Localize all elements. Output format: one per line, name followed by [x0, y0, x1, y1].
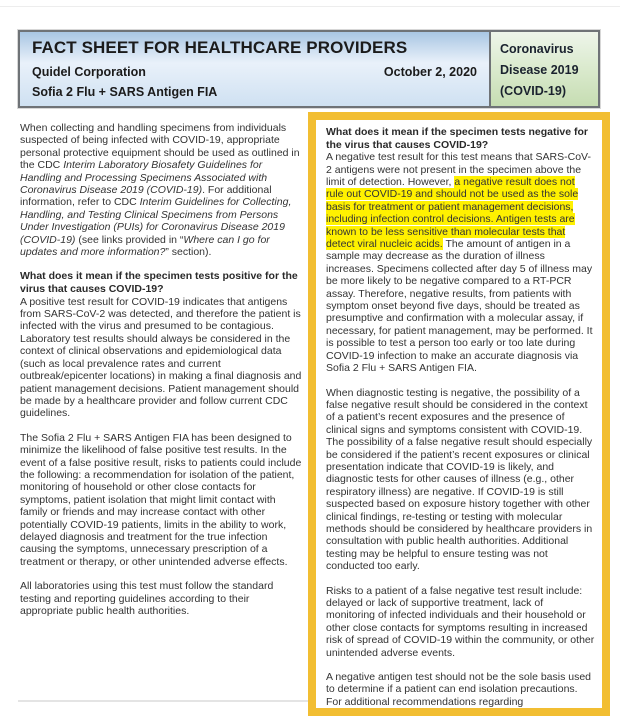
text-run: When collecting and handling specimens from individuals suspected of being infected with COVID-19, appropriate personal protective equipment should be used as outlined in the CDC [20, 122, 300, 172]
covid-19-badge [489, 32, 598, 106]
header-row-company-date [32, 65, 477, 79]
paragraph-specimen-handling [20, 122, 302, 258]
left-column [20, 122, 302, 617]
document-header [18, 30, 600, 108]
paragraph-isolation-precautions: A negative antigen test should not be the sole basis used to determine if a patient can end isolation precautions. For additional recommendations regarding [326, 671, 592, 708]
yellow-highlighted-text: a negative result does not rule out COVID-19 and should not be used as the sole basis for treatment or patient management decisions, including infection control decisions. Antigen tests are known to be less sensitive than molecular tests that detect viral nucleic acids. [326, 176, 579, 251]
paragraph-lab-reporting: All laboratories using this test must follow the standard testing and reporting guidelines according to their appropriate public health authorities. [20, 580, 274, 617]
heading-negative-result: What does it mean if the specimen tests negative for the virus that causes COVID-19? [326, 126, 588, 151]
text-run: A negative test result for this test means that SARS-CoV-2 antigens were not present in the specimen above the limit of detection. However, [326, 151, 591, 188]
document-date: October 2, 2020 [383, 64, 477, 79]
text-run: (see links provided in “ [75, 233, 184, 246]
gold-annotation-box [308, 112, 610, 716]
badge-line-3: (COVID-19) [500, 84, 566, 98]
page-top-edge-line [0, 6, 620, 7]
product-name: Sofia 2 Flu + SARS Antigen FIA [32, 85, 218, 99]
paragraph-false-positive-risks: The Sofia 2 Flu + SARS Antigen FIA has been designed to minimize the likelihood of false positive test results. In the event of a false positive result, risks to patients could include the following: a recommendation for isolation of the patient, monitoring of household or other close contacts for symptoms, patient isolation that might limit contact with family or friends and may increase contact with other potentially COVID-19 patients, limits in the ability to work, delayed diagnosis and treatment for the true infection causing the symptoms, unnecessary prescription of a treatment or therapy, or other unintended adverse effects. [20, 431, 302, 568]
badge-line-2: Disease 2019 [500, 63, 579, 77]
paragraph-positive-result: A positive test result for COVID-19 indicates that antigens from SARS-CoV-2 was detected, and therefore the patient is infected with the virus and presumed to be contagious. Laboratory test results should always be considered in the context of clinical observations and epidemiological data (such as local prevalence rates and current outbreak/epicenter locations) in making a final diagnosis and patient management decisions. Patient management should be made by a healthcare provider and follow current CDC guidelines. [20, 295, 302, 420]
text-run: ” section). [165, 246, 212, 259]
cited-guideline-title: Interim Guidelines for Collecting, Handling, and Testing Clinical Specimens from Persons Under Investigation (PUIs) for Coronavirus Disease 2019 (COVID-19) [20, 196, 292, 246]
cited-guideline-title: Interim Laboratory Biosafety Guidelines for Handling and Processing Specimens Associated with Coronavirus Disease 2019 (COVID-19) [20, 159, 268, 197]
paragraph-negative-result [326, 151, 595, 374]
paragraph-false-negative-risks: Risks to a patient of a false negative test result include: delayed or lack of supportive treatment, lack of monitoring of infected individuals and their household or other close contacts for symptoms resulting in increased risk of spread of COVID-19 within the community, or other unintended adverse events. [326, 584, 595, 659]
text-run: The amount of antigen in a sample may decrease as the duration of illness increases. Specimens collected after day 5 of illness may be more likely to be negative compared to a RT-PCR assay. Therefore, negative results, from patients with symptom onset beyond five days, should be treated as presumptive and confirmation with a molecular assay, if necessary, for patient management, may be performed. It is possible to test a person too early or too late during COVID-19 infection to make an accurate diagnosis via Sofia 2 Flu + SARS Antigen FIA. [326, 238, 593, 375]
page-title: FACT SHEET FOR HEALTHCARE PROVIDERS [32, 38, 408, 57]
header-main-panel [20, 32, 489, 106]
paragraph-false-negative-context: When diagnostic testing is negative, the possibility of a false negative result should be considered in the context of a patient’s recent exposures and the presence of clinical signs and symptoms consistent with COVID-19. The possibility of a false negative result should especially be considered if the patient’s recent exposures or clinical presentation indicate that COVID-19 is likely, and diagnostic tests for other causes of illness (e.g., other respiratory illness) are negative. If COVID-19 is still suspected based on exposure history together with other clinical findings, re-testing or testing with molecular methods should be considered by healthcare providers in consultation with public health authorities. Additional testing may be helpful to ensure testing was not conducted too early. [326, 386, 593, 573]
right-column [316, 120, 602, 708]
badge-line-1: Coronavirus [500, 42, 574, 56]
company-name: Quidel Corporation [32, 64, 146, 79]
cited-section-title: Where can I go for updates and more information? [20, 233, 270, 259]
heading-positive-result: What does it mean if the specimen tests positive for the virus that causes COVID-19? [20, 270, 298, 296]
text-run: . For additional information, refer to CDC [20, 184, 272, 209]
